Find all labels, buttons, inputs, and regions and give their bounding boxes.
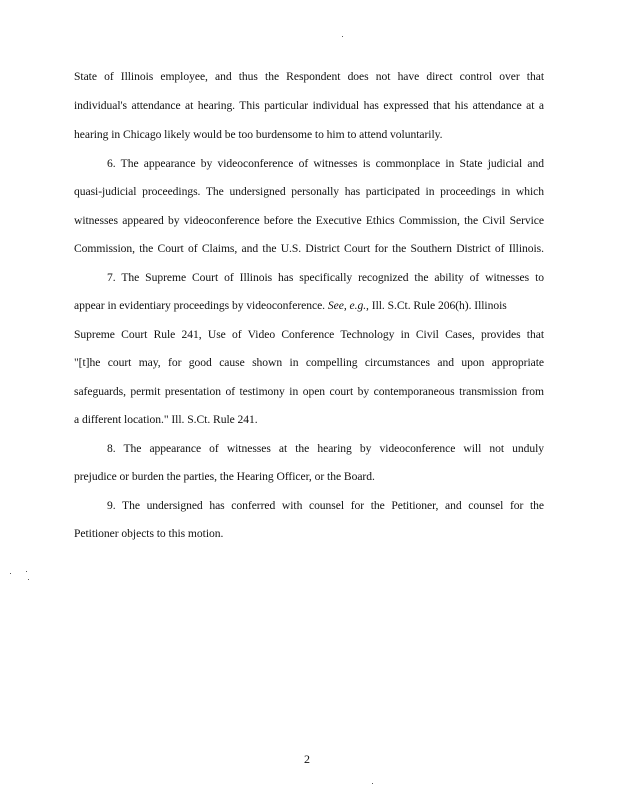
text-line: a different location." Ill. S.Ct. Rule 241. [74, 413, 258, 426]
text-line: Petitioner objects to this motion. [74, 527, 224, 540]
text-line: Commission, the Court of Claims, and the U.S. District Court for the Southern District of Illinois. [74, 242, 544, 255]
text-line: Supreme Court Rule 241, Use of Video Conference Technology in Civil Cases, provides that [74, 328, 544, 341]
paragraph-6-first-line: 6. The appearance by videoconference of witnesses is commonplace in State judicial and [107, 157, 544, 170]
scan-speck [342, 36, 343, 37]
paragraph-7-first-line: 7. The Supreme Court of Illinois has specifically recognized the ability of witnesses to [107, 271, 544, 284]
scan-speck [10, 573, 11, 574]
scan-speck [26, 571, 27, 572]
paragraph-8-first-line: 8. The appearance of witnesses at the hearing by videoconference will not unduly [107, 442, 544, 455]
text-line: quasi-judicial proceedings. The undersigned personally has participated in proceedings in which [74, 185, 544, 198]
text-line-with-citation [74, 299, 507, 313]
text-line: hearing in Chicago likely would be too burdensome to him to attend voluntarily. [74, 128, 443, 141]
scan-speck [28, 579, 29, 580]
text-line: individual's attendance at hearing. This particular individual has expressed that his attendance at a [74, 99, 544, 112]
text-segment: appear in evidentiary proceedings by videoconference. [74, 299, 326, 312]
text-line: prejudice or burden the parties, the Hearing Officer, or the Board. [74, 470, 375, 483]
scan-speck [372, 783, 373, 784]
citation-signal: See, e.g., [327, 299, 369, 312]
text-line: witnesses appeared by videoconference before the Executive Ethics Commission, the Civil Service [74, 214, 544, 227]
text-line: safeguards, permit presentation of testimony in open court by contemporaneous transmission from [74, 385, 544, 398]
paragraph-9-first-line: 9. The undersigned has conferred with counsel for the Petitioner, and counsel for the [107, 499, 544, 512]
page-number: 2 [304, 752, 310, 766]
text-line: "[t]he court may, for good cause shown in compelling circumstances and upon appropriate [74, 356, 544, 369]
text-line: State of Illinois employee, and thus the Respondent does not have direct control over that [74, 70, 544, 83]
text-segment: Ill. S.Ct. Rule 206(h). Illinois [371, 299, 507, 312]
